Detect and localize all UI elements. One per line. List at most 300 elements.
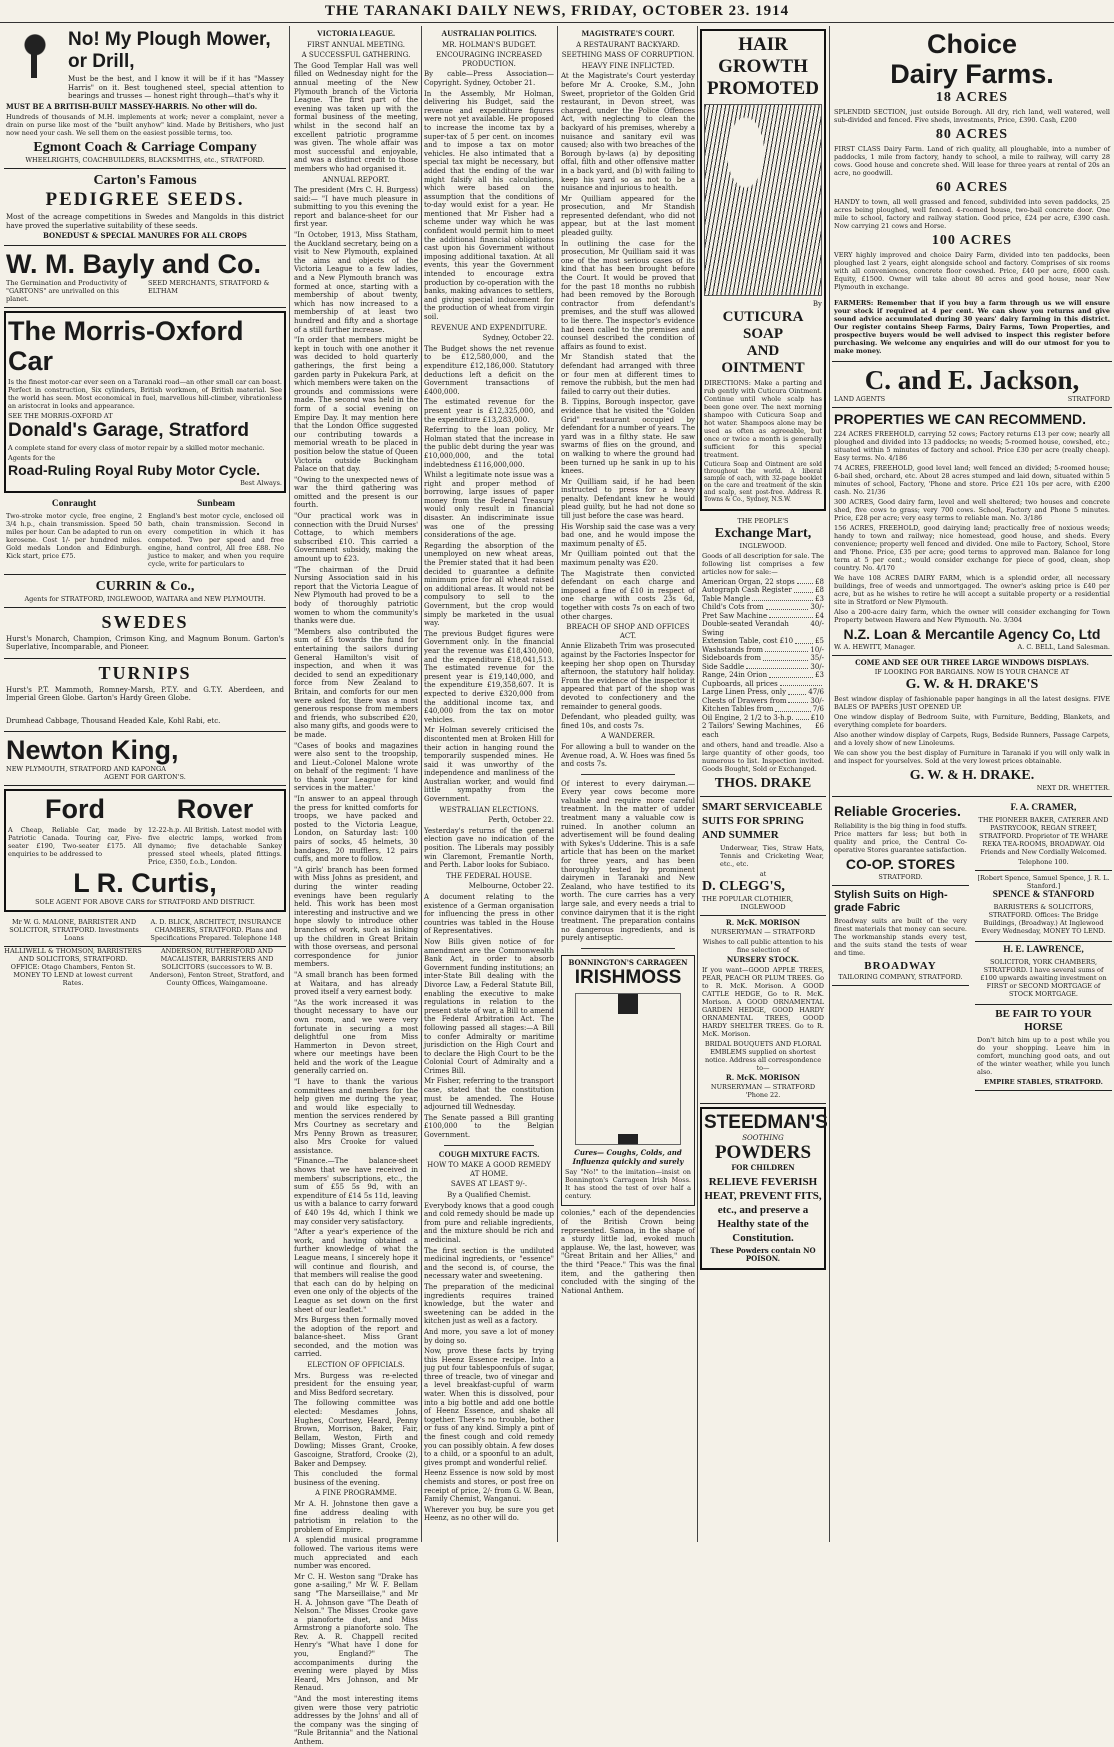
morison-footer-trade: NURSERYMAN — STRATFORD	[710, 1082, 816, 1091]
newton-agent: AGENT FOR GARTON'S.	[104, 773, 186, 781]
morris-ad	[4, 311, 286, 493]
drake-ad	[832, 656, 1112, 797]
australian-p1: In the Assembly, Mr Holman, delivering his Budget, said the revenue and expenditure figures were not yet available. He proposed to increase the income tax by a super-tax of 5 per cent. on incomes and to impose a tax on motor vehicles. He also intimated that a special tax might be necessary, but added that the ending of the war might falsify all his calculations, which were based on the assumption that the conditions of to-day would exist for a year. He mentioned that Mr Fisher had a scheme under way which he was confident would permit him to meet the additional financial obligations cast upon his Government without imposing additional taxation. At all events, this year the Government intended to encourage extra production by co-operation with the banks, making advances to settlers, and giving special inducement for the production of wheat from virgin soil.	[424, 89, 554, 321]
swedes-body: Hurst's Monarch, Champion, Crimson King, and Magnum Bonum. Garton's Superlative, Incomparable, and Pioneer.	[6, 634, 284, 651]
victoria-p12: "A small branch has been formed at Waitara, and has already proved itself a very earnest body.	[294, 970, 418, 997]
shop-title: BREACH OF SHOP AND OFFICES ACT.	[566, 623, 690, 640]
column-ads-left	[4, 26, 286, 1542]
morison-phone: 'Phone 22.	[745, 1090, 781, 1099]
magistrate-p6: Mr Quilliam said, if he had been instructed to press for a heavy penalty. Defendant knew he would plead guilty, but he had not done so till just before the case was heard.	[561, 477, 695, 521]
australian-p4: Referring to the loan policy, Mr Holman stated that the increase in the public debt during the year was £10,000,000, and the total indebtedness £116,000,000.	[424, 426, 554, 469]
australian-byline: By cable—Press Association—Copyright. Sydney, October 21.	[424, 70, 554, 87]
australian-p6: Regarding the absorption of the unemployed on new wheat areas, the Premier stated that it had been decided to guarantee a definite minimum price for all wheat raised on additional areas. It would not be compulsory to sell to the Government, but the crop would simply be marketed in the usual way.	[424, 541, 554, 628]
australian-sub1: MR. HOLMAN'S BUDGET.	[442, 40, 536, 49]
plough-footer: Hundreds of thousands of M.H. implements at work; never a complaint, never a drain on purse like most of the "built anyhow" kind. Made by Britishers, who just now need your cash. We sell them on the easiest possible terms, too.	[6, 113, 284, 137]
conraught-body: Two-stroke motor cycle, free engine, 2 3/4 h.p., chain transmission. Speed 50 miles per hour. Can be adapted to run on kerosene. Cost 1/- per hundred miles. Gold medals London and Edinburgh. Kick start, price £75.	[6, 511, 142, 560]
exchange-item-name: Table Mangle	[702, 594, 751, 603]
egmont-sub: WHEELRIGHTS, COACHBUILDERS, BLACKSMITHS, etc., STRATFORD.	[25, 156, 265, 164]
exchange-item	[702, 603, 824, 612]
exchange-item	[702, 586, 824, 595]
drake-body4: We can show you the best display of Furniture in Taranaki if you will only walk in and inspect for yourselves. Sold at the very lowest prices obtainable.	[834, 748, 1110, 765]
exchange-item	[702, 688, 824, 697]
cartons-headline: PEDIGREE SEEDS.	[45, 189, 245, 210]
victoria-p11: "A girls' branch has been formed with Miss Johns as president, and during the winter reading evenings have been regularly held. This work has been most interesting and instructive and we hope slowly to introduce other branches of work, such as linking up the children in Great Britain with those overseas, and personal correspondence for junior members.	[294, 865, 418, 969]
exchange-intro: Goods of all description for sale. The following list comprises a few articles now for sale:—	[702, 551, 824, 576]
hair-by: By	[812, 300, 822, 308]
property-listing: 300 ACRES, Good dairy farm, level and well sheltered; two houses and concrete shed, five cows to grass; very 700 cows. School, Factory and Phone 5 minutes. Price, £28 per acre; very easy terms to reliable man. No. 3/186	[834, 498, 1110, 522]
drake-top: COME AND SEE OUR THREE LARGE WINDOWS DISPLAYS.	[855, 658, 1089, 667]
victoria-p24: "And the most interesting items given were those very patriotic addresses by the Johns' and all of the company was the singing of "Rule Britannia" and the National Anthem.	[294, 1695, 418, 1746]
column-ads-right	[832, 26, 1112, 1542]
exchange-item	[702, 680, 824, 689]
turnips-body: Hurst's P.T. Mammoth, Romney-Marsh, P.T.Y. and G.T.Y. Aberdeen, and Imperial Green Globe. Garton's Hardy Green Globe.	[6, 685, 284, 702]
exchange-item	[702, 714, 824, 723]
dairy-title2: Dairy Farms.	[890, 59, 1054, 89]
magistrate-p8: Mr Quilliam pointed out that the maximum penalty was £20.	[561, 550, 695, 568]
exchange-item	[702, 671, 824, 680]
turnips-ad	[4, 659, 286, 733]
morison-trade: NURSERYMAN — STRATFORD	[710, 927, 816, 936]
australian-p12: Mr Fisher, referring to the transport case, stated that the constitution must be amended. The House adjourned till Wednesday.	[424, 1077, 554, 1112]
australian-p11: Now Bills given notice of for amendment are the Commonwealth Bank Act, in order to absorb Government funding institutions; an inter-State Bill dealing with the Divorce Law, a Federal Statute Bill, enabling the executive to make regulations in relation to the present state of war, a Bill to amend the Federal Arbitration Act. The following passed all stages:—A Bill to confer Admiralty or maritime jurisdiction on the High Court and to declare the High Court to be the Colonial Court of Admiralty and a Crimes Bill.	[424, 937, 554, 1075]
column-magistrate-court	[561, 26, 695, 1542]
farmer-figure-icon	[6, 29, 64, 101]
swedes-title: SWEDES	[101, 611, 189, 632]
clegg-name: D. CLEGG'S,	[702, 879, 785, 894]
exchange-item	[702, 654, 824, 663]
cough-p3: The preparation of the medicinal ingredients requires trained knowledge, but the water and sweetening can be added in the kitchen just as well as a factory.	[424, 1282, 554, 1326]
column-rule	[829, 26, 830, 1542]
exchange-item-price: 7/6	[812, 705, 824, 713]
lawrence-name: H. E. LAWRENCE,	[1003, 944, 1084, 955]
drake-footer: G. W. & H. DRAKE.	[909, 767, 1035, 783]
exchange-item-name: Extension Table, cost £10	[702, 637, 794, 645]
magistrate-p2: Mr Quilliam appeared for the prosecution, and Mr Standish represented defendant, who did not appear, but at the last moment pleaded guilty.	[561, 194, 695, 238]
victoria-p23: Mr C. H. Weston sang "Drake has gone a-sailing," Mr W. F. Bellam sang "The Marseillaise," and Mr H. A. Johnson gave "The Death of Nelson." The Misses Crooke gave a pianoforte duet, and Miss Armstrong a pianoforte solo. The Rev. A. R. Chappell recited Henry's "What have I done for you, England?" The accompaniments during the evening were played by Miss Heard, Mrs Johnson, and Mr Renaud.	[294, 1572, 418, 1693]
spence-names: [Robert Spence, Samuel Spence, J. R. L. Stanford.]	[977, 873, 1110, 890]
farm-description: FIRST CLASS Dairy Farm. Land of rich quality, all ploughable, into a number of paddocks, 1 mile from factory, handy to school, a mile to railway, will carry 28 cows. Good house and concrete shed. Will lease for three years at rental of 20s an acre, no goodwill.	[834, 145, 1110, 177]
exchange-item	[702, 646, 824, 655]
bayly-right: SEED MERCHANTS, STRATFORD & ELTHAM	[148, 278, 270, 295]
choice-dairy-ad	[832, 26, 1112, 362]
victoria-p9: "Cases of books and magazines were also sent to the troopship, and Lieut.-Colonel Malone wrote on behalf of the regiment: 'I have to thank your League for kind services in the matter.'	[294, 741, 418, 793]
grocery-store: CO-OP. STORES	[845, 855, 956, 872]
cuticura-brand1: CUTICURA SOAP	[722, 308, 804, 342]
curtis-name: L R. Curtis,	[73, 868, 217, 898]
column-rule	[289, 26, 290, 1542]
exchange-item-name: 2 Tailors' Sewing Machines, each	[702, 722, 802, 739]
suits-title: Stylish Suits on High-grade Fabric	[834, 888, 948, 914]
exchange-item-name: American Organ, 22 stops	[702, 577, 795, 586]
dairy-title1: Choice	[926, 29, 1018, 59]
magistrate-p12: For allowing a bull to wander on the Avenue road, A. W. Hoes was fined 5s and costs 7s.	[561, 742, 695, 769]
property-listing: Also a 200-acre dairy farm, which the owner will consider exchanging for Town Property between Hawera and New Plymouth. No. 3/304	[834, 608, 1110, 624]
cards-top	[4, 915, 286, 947]
cough-p6: Heenz Essence is now sold by most chemists and stores, or post free on receipt of price, 2/- from G. W. Bean, Family Chemist, Wanganui.	[424, 1469, 554, 1504]
plough-must: MUST BE A BRITISH-BUILT MASSEY-HARRIS. No other will do.	[6, 101, 258, 111]
steedman-poison: These Powders contain NO POISON.	[710, 1245, 816, 1263]
magistrate-title: MAGISTRATE'S COURT.	[581, 29, 675, 38]
divider	[444, 1145, 534, 1146]
magistrate-sub1: A RESTAURANT BACKYARD.	[576, 40, 680, 49]
column-rule	[421, 26, 422, 1542]
lawrence-ad	[975, 942, 1112, 1005]
exchange-item-name: Cupboards, all prices	[702, 679, 778, 688]
farms-list	[834, 89, 1110, 291]
magistrate-p11: Defendant, who pleaded guilty, was fined 10s, and costs 7s.	[561, 713, 695, 730]
leader-dots	[766, 603, 809, 610]
currin-name: CURRIN & Co.,	[95, 578, 195, 594]
victoria-p5: "Owing to the unexpected news of war the third gathering was omitted and the present is our fourth.	[294, 475, 418, 510]
bottom-right-grid	[832, 800, 1112, 1091]
fair-horse-ad	[975, 1005, 1112, 1091]
bottom-right-left	[832, 800, 969, 1091]
byline-3: Perth, October 22.	[488, 816, 554, 825]
exchange-item	[702, 620, 824, 637]
drake-name: G. W. & H. DRAKE'S	[905, 676, 1039, 692]
jackson-left: LAND AGENTS	[834, 395, 886, 403]
westralian-title: WESTRALIAN ELECTIONS.	[439, 805, 539, 814]
exchange-item	[702, 595, 824, 604]
cough-p5: Now, prove these facts by trying this Heenz Essence recipe. Into a jug put four tablespoonfuls of sugar, three of treacle, two of vinegar and a level breakfast-cupful of warm water. When this is dissolved, pour into a big bottle and add one bottle of Heenz Essence, and shake all together. There's no trouble, bother or fuss of any kind. Simply a pint of the finest cough and cold remedy you can possibly obtain. A few doses to a child, or a spoonful to an adult, gives prompt and wonderful relief.	[424, 1347, 554, 1467]
exchange-the: THE PEOPLE'S	[737, 516, 789, 525]
grocery-body: Reliability is the big thing in food stuffs. Price matters far less; but both in quality and price, the Central Co-operative Stores guarantee satisfaction.	[834, 821, 967, 854]
magistrate-sub2: SEETHING MASS OF CORRUPTION.	[561, 51, 695, 60]
fair-title: BE FAIR TO YOUR HORSE	[995, 1007, 1092, 1033]
cartons-title: Carton's Famous	[93, 173, 197, 188]
property-listing: We have 108 ACRES DAIRY FARM, which is a splendid order, all necessary buildings, free of weeds and unmortgaged. The owner's asking price is £40 per acre, but as he wishes to retire he will accept a suitable property or a residential site in Stratford or New Plymouth.	[834, 574, 1110, 606]
malone-card: Mr W. G. MALONE, BARRISTER AND SOLICITOR, STRATFORD. Investments Loans	[9, 918, 139, 942]
drake-sub: IF LOOKING FOR BARGAINS. NOW IS YOUR CHANCE AT	[874, 667, 1070, 676]
ford-title: Ford	[45, 794, 105, 824]
exchange-item-name: Child's Cots from	[702, 603, 764, 611]
annual-report-title: ANNUAL REPORT.	[322, 175, 390, 184]
best-always: Best Always.	[240, 478, 282, 487]
clegg-ad	[700, 797, 826, 916]
lawrence-body: SOLICITOR, YORK CHAMBERS, STRATFORD. I have several sums of £100 upwards awaiting investment on FIRST or SECOND MORTGAGE of STOCK MORTGAGE.	[980, 957, 1107, 998]
exchange-item-price: 47/6	[808, 688, 824, 696]
exchange-item-name: Oil Engine, 2 1/2 to 3-h.p.	[702, 713, 794, 722]
bikes-ad	[4, 496, 286, 575]
grocery-title: Reliable Groceries.	[834, 802, 961, 819]
newton-name: Newton King,	[6, 735, 179, 765]
suits-ad	[832, 886, 969, 986]
leader-dots	[780, 680, 822, 687]
swedes-ad	[4, 608, 286, 659]
cramer-name: F. A. CRAMER,	[1010, 802, 1077, 813]
morison-stock: NURSERY STOCK.	[726, 954, 800, 964]
steedman-name: STEEDMAN'S	[704, 1111, 828, 1133]
steedman-soothing: SOOTHING	[742, 1133, 784, 1142]
cuticura-brand2: AND OINTMENT	[721, 342, 805, 376]
australian-p10: A document relating to the existence of a German organisation for influencing the press in other countries was tabled in the House of Representatives.	[424, 893, 554, 936]
farm-description: HANDY to town, all well grassed and fenced, subdivided into seven paddocks, 25 acres being ploughed, well fenced. 4-roomed house, two-bail concrete door. One mile to school, factory and railway station. Good price, £24 per acre, £390 cash. Now carrying 21 cows and Horse.	[834, 198, 1110, 230]
australian-p3: The estimated revenue for the present year is £12,325,000, and the expenditure £13,283,000.	[424, 398, 554, 424]
donalds-garage: Donald's Garage, Stratford	[8, 419, 250, 441]
exchange-item-price: 30/-	[810, 662, 824, 671]
leader-dots	[763, 654, 808, 661]
morison-bridal: BRIDAL BOUQUETS AND FLORAL EMBLEMS supplied on shortest notice. Address all correspondence to—	[704, 1040, 822, 1072]
exchange-item-name: Side Saddle	[702, 662, 745, 671]
victoria-p16: "After a year's experience of the work, and having obtained a further knowledge of what the League means, I sincerely hope it will continue and flourish, and that members will realise the good that each can do by helping on even one only of the objects of the League as set down on the first sheet of our leaflet."	[294, 1228, 418, 1314]
australian-sub2: ENCOURAGING INCREASED PRODUCTION.	[435, 51, 543, 68]
wanderer-title: A WANDERER.	[601, 732, 655, 741]
magistrate-bottom: colonies," each of the dependencies of the British Crown being represented. Samoa, in the shape of a sturdy little lad, evoked much applause. We, the last, however, was "Great Britain and her Allies," and the third "Peace." This was the final item, and the gathering then concluded with the singing of the National Anthem.	[561, 1209, 695, 1295]
grocery-place: STRATFORD.	[878, 872, 923, 881]
currin-ad	[4, 575, 286, 608]
clegg-sub: THE POPULAR CLOTHIER,	[702, 895, 794, 903]
spence-body: BARRISTERS & SOLICITORS, STRATFORD. Offices: The Bridge Buildings, (Broadway.) At Inglewood Every Wednesday, MONEY TO LEND.	[981, 902, 1106, 935]
victoria-p2: The president (Mrs C. H. Burgess) said:— "I have much pleasure in submitting to you this evening the report and balance-sheet for our first year.	[294, 186, 418, 229]
exchange-item-name: Large Linen Press, only	[702, 688, 787, 696]
exchange-item-price: £3	[815, 671, 824, 679]
bottom-right-right	[975, 800, 1112, 1091]
nz-loan-salesman: A. C. BELL, Land Salesman.	[1017, 643, 1110, 651]
exchange-item-price: £8	[815, 586, 824, 594]
blick-card: A. D. BLICK, ARCHITECT, INSURANCE CHAMBERS, STRATFORD. Plans and Specifications Prepared. Telephone 148	[150, 918, 282, 942]
sunbeam-title: Sunbeam	[196, 498, 235, 509]
divider	[581, 774, 675, 775]
cough-title: COUGH MIXTURE FACTS.	[438, 1149, 540, 1159]
officers-title: ELECTION OF OFFICIALS.	[307, 1361, 405, 1370]
currin-sub: Agents for STRATFORD, INGLEWOOD, WAITARA and NEW PLYMOUTH.	[24, 594, 266, 603]
hair-title1: HAIR GROWTH	[718, 34, 808, 77]
exchange-item-name: Washstands from	[702, 645, 764, 654]
properties-title: PROPERTIES WE CAN RECOMMEND.	[834, 411, 1087, 427]
victoria-title: VICTORIA LEAGUE.	[316, 29, 396, 38]
exchange-item-name: Chests of Drawers from	[702, 696, 787, 705]
nz-loan-manager: W. A. HEWITT, Manager.	[834, 643, 916, 651]
leader-dots	[775, 705, 810, 712]
morison-body: Wishes to call public attention to his fine selection of	[702, 937, 824, 954]
farmers-note: FARMERS: Remember that if you buy a farm through us we will ensure your stock if required at 4 per cent. We can show you returns and give sound advice accumulated during 30 years' dairy farming in this district. Our register contains Sheep Farms, Dairy Farms, Town Properties, and prospective buyers would be well advised to inspect this register before purchasing. We welcome any enquiries and will do our utmost for you to make money.	[834, 299, 1110, 355]
victoria-p14: "I have to thank the various committees and members for the help given me during the year, and would like especially to mention the services rendered by Mrs Courtney as secretary and Mrs Penny Brown as treasurer, also Mrs Crooke for valued assistance.	[294, 1078, 418, 1155]
morris-see: SEE THE MORRIS-OXFORD AT	[8, 411, 113, 420]
clegg-at: at	[759, 870, 767, 878]
dairy-note: Of interest to every dairyman.—Every year cows become more valuable and require more careful treatment. In the matter of udder treatment many a valuable cow is ruined. In another column an advertisement will be found dealing with Sykes's Udderine. This is a safe article that has been on the market for three years, and has been thoroughly tested by prominent dairymen in Taranaki and New Zealand, who have testified to its worth. The cure carries has a very large sale, and every needs a trial to convince dairymen that it is the right treatment. The preparation contains no dangerous ingredients, and is purely antiseptic.	[561, 779, 695, 943]
exchange-item-price: £3	[815, 594, 824, 603]
cough-sub1: HOW TO MAKE A GOOD REMEDY AT HOME.	[427, 1161, 551, 1178]
victoria-p22: A splendid musical programme followed. The various items were much appreciated and each number was encored.	[294, 1536, 418, 1571]
exchange-item-name: Autograph Cash Register	[702, 586, 792, 594]
morison-name: R. McK. MORISON	[725, 918, 801, 927]
victoria-p4: "In order that members might be kept in touch with one another it was decided to hold quarterly gatherings, the first being a garden party in Pukekura Park, at which members were taken on the grounds and commissions were made. The second was held in the form of a social evening on Empire Day. It may mention here that the London Office suggested our contributing towards a memorial wreath to be placed in position below the statue of Queen Victoria outside Buckingham Palace on that day.	[294, 336, 418, 474]
drake-next: NEXT DR. WHETTER.	[1036, 783, 1110, 792]
morison-trees: If you want—GOOD APPLE TREES, PEAR, PEACH OR PLUM TREES. Go to R. McK. Morison. A GOOD CATTLE HEDGE, Go to R. McK. Morison. A GOOD ORNAMENTAL GARDEN HEDGE, GOOD HARDY ORNAMENTAL TREES, GOOD HARDY SHELTER TREES. Go to R. McK. Morison.	[702, 966, 824, 1038]
farm-description: VERY highly improved and choice Dairy Farm, divided into ten paddocks, been ploughed last 2 years, eight alongside school and factory. Comprises of six rooms with all conveniences, concrete floor cowshed. Price, £40 per acre, £600 cash. Equity, £1500. Owner will take about 80 acres and good house, near New Plymouth in exchange.	[834, 251, 1110, 291]
broadway-name: BROADWAY	[864, 959, 937, 972]
properties-list	[834, 430, 1110, 624]
jackson-ad	[832, 362, 1112, 408]
morison-footer-name: R. McK. MORISON	[725, 1073, 801, 1082]
leader-dots	[794, 586, 813, 593]
clegg-title: SMART SERVICEABLE SUITS FOR SPRING AND SUMMER	[702, 801, 823, 841]
magistrate-p5: B. Tippins, Borough inspector, gave evidence that he visited the "Golden Grid" restaurant occupied by defendant for a number of years. The yard was in a filthy state. He saw swarms of flies on the ground, and on walking to where the ground had been turned up he sank in up to his knees.	[561, 398, 695, 476]
byline-4: Melbourne, October 22.	[468, 882, 554, 891]
clegg-place: INGLEWOOD	[740, 903, 786, 911]
steedman-relieve: RELIEVE FEVERISH HEAT, PREVENT FITS, etc., and preserve a Healthy state of the Constitution.	[704, 1175, 822, 1244]
leader-dots	[769, 612, 813, 619]
plough-body: Must be the best, and I know it will be if it has "Massey Harris" on it. Best toughened steel, special attention to bearings and trusses — honest right through—that's why it	[68, 75, 284, 100]
cough-p2: The first section is the undiluted medicinal ingredients, or "essence" and the second is, of course, the necessary water and sweetening.	[424, 1246, 554, 1281]
agents-for: Agents for the	[8, 453, 56, 462]
steedman-powders: POWDERS	[714, 1142, 812, 1163]
exchange-item	[702, 578, 824, 587]
victoria-p15: "Finance.—The balance-sheet shows that we have received in members' subscriptions, etc., the sum of £55 5s 9d, with an expenditure of £14 5s 11d, leaving us with a balance to carry forward of £40 19s 4d, which I think we may consider very satisfactory.	[294, 1157, 418, 1226]
turnips-other: Drumhead Cabbage, Thousand Headed Kale, Kohl Rabi, etc.	[6, 716, 221, 725]
bayly-name: W. M. Bayly and Co.	[6, 248, 262, 279]
jackson-name: C. and E. Jackson,	[864, 365, 1080, 395]
steedman-ad	[700, 1107, 826, 1270]
farm-acres: 60 ACRES	[935, 180, 1009, 195]
exchange-outro: and others, hand and treadle. Also a large quantity of other goods, too numerous to list. Inspection invited. Goods Bought, Sold or Exchanged.	[702, 741, 824, 773]
exchange-item-price: £6	[815, 722, 824, 730]
cough-p7: Wherever you buy, be sure you get Heenz, as no other will do.	[424, 1505, 554, 1523]
exchange-owner: THOS. DRAKE	[714, 776, 812, 791]
exchange-place: INGLEWOOD.	[739, 541, 787, 550]
broadway-tailoring: TAILORING COMPANY, STRATFORD.	[838, 972, 963, 981]
australian-title: AUSTRALIAN POLITICS.	[441, 29, 537, 38]
fair-body: Don't hitch him up to a post while you do your shopping. Leave him in comfort, munching good oats, and out of the winter weather, while you lunch also.	[977, 1035, 1110, 1076]
property-listing: 224 ACRES FREEHOLD, carrying 52 cows; Factory returns £13 per cow; nearly all ploughed and divided into 13 paddocks; no weeds; 5-roomed house, cowshed, etc.; situated within 5 minutes of factory and school. Price £30 per acre (really cheap). Easy terms. No. 4/186	[834, 430, 1110, 462]
exchange-list	[702, 578, 824, 740]
exchange-item	[702, 705, 824, 714]
exchange-item	[702, 637, 824, 646]
hair-title2: PROMOTED	[707, 78, 819, 99]
royal-ruby: Road-Ruling Royal Ruby Motor Cycle.	[8, 461, 261, 478]
australian-p8: Mr Holman severely criticised the discontented men at Broken Hill for their action in hanging round the temporarily suspended mines. He said it was unworthy of the independence and manliness of the Australian worker, and would find little sympathy from the Government.	[424, 726, 554, 804]
cough-p1: Everybody knows that a good cough and cold remedy should be made up from pure and reliable ingredients, and the mixture should be rich and medicinal.	[424, 1201, 554, 1244]
victoria-p17: Mrs Burgess then formally moved the adoption of the report and balance-sheet. Miss Grant seconded, and the motion was carried.	[294, 1316, 418, 1359]
magistrate-sub3: HEAVY FINE INFLICTED.	[581, 61, 675, 70]
leader-dots	[788, 688, 806, 695]
cuticura-body: DIRECTIONS: Make a parting and rub gently with Cuticura Ointment. Continue until whole scalp has been gone over. The next morning shampoo with Cuticura Soap and hot water. Shampoos alone may be used as often as agreeable, but once or twice a month is generally sufficient for this special treatment.	[704, 378, 822, 459]
steedman-for: FOR CHILDREN	[731, 1163, 795, 1172]
nz-loan-company: N.Z. Loan & Mercantile Agency Co, Ltd	[843, 626, 1101, 642]
conraught-title: Conraught	[51, 498, 97, 509]
magistrate-p3: In outlining the case for the prosecution, Mr Quilliam said it was one of the most serious cases of its kind that has been brought before the Court. It would be proved that for the past 18 months no rubbish had been removed by the Borough contractor from defendant's premises, and the stuff was allowed to lie there. The inspector's evidence had been called to the premises and counsel described the condition of affairs as found to exist.	[561, 239, 695, 351]
farm-acres: 18 ACRES	[935, 90, 1009, 105]
exchange-item-name: Pret Saw Machine	[702, 611, 768, 620]
cramer-body: THE PIONEER BAKER, CATERER AND PASTRYCOOK, REGAN STREET, STRATFORD. Proprietor of TE WHARE REKA TEA-ROOMS, BROADWAY. Old Friends and New Cordially Welcomed.	[978, 815, 1109, 856]
plough-ad	[4, 26, 286, 169]
halliwell-card: HALLIWELL & THOMSON, BARRISTERS AND SOLICITORS, STRATFORD. OFFICE: Otago Chambers, Fenton St. MONEY TO LEND at lowest current Rates.	[4, 947, 142, 987]
leader-dots	[746, 663, 808, 670]
property-listing: 74 ACRES, FREEHOLD, good level land; well fenced an divided; 5-roomed house; 6-bail shed, orchard, etc. About 28 acres stumped and laid down, situated within 5 minutes of school, Factory, 'Phone and store. Price £21 10s per acre, with £200 cash. No. 21/36	[834, 464, 1110, 496]
drake-body1: Best window display of fashionable paper hangings in all the latest designs. FIVE BALES OF PAPERS JUST OPENED UP.	[834, 694, 1110, 711]
leader-dots	[765, 646, 808, 653]
victoria-sub2: A SUCCESSFUL GATHERING.	[301, 51, 411, 60]
egmont-company: Egmont Coach & Carriage Company	[33, 140, 257, 155]
programme-title: A FINE PROGRAMME.	[315, 1489, 397, 1498]
rover-title: Rover	[176, 794, 254, 824]
column-rule	[697, 26, 698, 1542]
leader-dots	[796, 714, 809, 721]
cartons-footer: BONEDUST & SPECIAL MANURES FOR ALL CROPS	[43, 231, 247, 240]
exchange-item-price: £10	[810, 713, 824, 722]
ford-rover-ad	[4, 789, 286, 912]
newton-places: NEW PLYMOUTH, STRATFORD AND KAPONGA	[6, 765, 166, 773]
exchange-item-price: 30/-	[810, 696, 824, 705]
turnips-title: TURNIPS	[98, 662, 192, 683]
cramer-ad	[975, 800, 1112, 871]
cards-bottom	[4, 947, 286, 987]
leader-dots	[788, 697, 808, 704]
victoria-p13: "As the work increased it was thought necessary to have our own room, and we were very fortunate in securing a most delightful one from Miss Hammerton in Devon street, where our meetings have been held and the work of the League generally carried on.	[294, 998, 418, 1076]
irishmoss-say: Say "No!" to the imitation—insist on Bonnington's Carrageen Irish Moss. It has stood the test of over half a century.	[565, 1168, 691, 1201]
ford-body: A Cheap, Reliable Car, made by Patriotic Canada. Touring car, Five-seater £190, Two-seater £175. All enquiries to be addressed to	[8, 826, 142, 858]
exchange-item-price: 30/-	[810, 603, 824, 611]
bayly-ad	[4, 246, 286, 308]
jackson-right: STRATFORD	[1067, 395, 1110, 403]
magistrate-p4: Mr Standish stated that the defendant had arranged with three or four men at different times to remove the rubbish, but the men had failed to carry out their duties.	[561, 353, 695, 396]
australian-p13: The Senate passed a Bill granting £100,000 to the Belgian Government.	[424, 1113, 554, 1140]
magistrate-p7: His Worship said the case was a very bad one, and he would impose the maximum penalty of £5.	[561, 522, 695, 548]
spence-firm: SPENCE & STANFORD	[992, 889, 1095, 900]
properties-ad	[832, 408, 1112, 656]
exchange-item-price: £5	[815, 637, 824, 645]
cartons-ad	[4, 169, 286, 246]
cough-p4: And more, you save a lot of money by doing so.	[424, 1327, 554, 1345]
plough-title: No! My Plough Mower, or Drill,	[68, 29, 271, 72]
leader-dots	[752, 595, 813, 602]
victoria-p10: "In answer to an appeal through the press for knitted comforts for troops, we have packed and posted to the Victoria League, London, on Saturday last: 100 pairs of socks, 45 helmets, 30 bandages, 20 mufflers, 12 pairs cuffs, and more to follow.	[294, 795, 418, 864]
exchange-item-name: Double-seated Verandah Swing	[702, 620, 789, 637]
suits-body: Broadway suits are built of the very finest materials that money can secure. The workmanship stands every test, and the suits stand the tests of wear and time.	[834, 916, 967, 957]
federal-title: THE FEDERAL HOUSE.	[446, 871, 532, 880]
spence-ad	[975, 871, 1112, 942]
masthead: THE TARANAKI DAILY NEWS, FRIDAY, OCTOBER 23. 1914	[0, 0, 1114, 23]
victoria-p1: The Good Templar Hall was well filled on Wednesday night for the annual meeting of the New Plymouth branch of the Victoria League. The first part of the evening was taken up with the formal business of the meeting, whilst in the second half an excellent patriotic programme was given. The whole affair was most successful and enjoyable, and was a distinct credit to those members who had organised it.	[294, 61, 418, 173]
divider	[581, 948, 675, 949]
column-australian-politics	[424, 26, 554, 1542]
morris-title: The Morris-Oxford Car	[8, 315, 244, 376]
victoria-p6: "Our practical work was in connection with the Druid Nurses' Cottage, to which members subscribed £10. This carried a Government subsidy, making the amount up to £23.	[294, 512, 418, 564]
farm-description: SPLENDID SECTION, just outside Borough. All dry, rich land, well watered, well sub-divided and fenced. Five sheds, investments, Price, £390. Cash, £200	[834, 108, 1110, 124]
exchange-item	[702, 697, 824, 706]
magistrate-p10: Annie Elizabeth Trim was prosecuted against by the Factories Inspector for keeping her shop open on Thursday afternoon, the statutory half holiday. From the evidence of the inspector it appeared that part of the shop was devoted to confectionery and the remainder to general goods.	[561, 642, 695, 711]
cough-by: By a Qualified Chemist.	[447, 1191, 531, 1199]
anderson-card: ANDERSON, RUTHERFORD AND MACALISTER, BARRISTERS AND SOLICITORS (successors to W. B. Anderson), Fenton Street, Stratford, and County Offices, Waingamoane.	[149, 947, 285, 987]
exchange-item-name: Kitchen Tables from	[702, 705, 774, 713]
irishmoss-label: BONNINGTON'S CARRAGEEN	[568, 957, 688, 967]
cartons-body: Most of the acreage competitions in Swedes and Mangolds in this district have proved the superlative suitability of these seeds.	[6, 213, 284, 230]
irishmoss-ad	[561, 955, 695, 1207]
leader-dots	[797, 578, 813, 585]
australian-p7: The previous Budget figures were Government only. In the financial year the revenue was £18,430,000, and the expenditure £18,041,513. The estimated revenue for the present year is £19,140,000, and the expenditure £19,358,607. It is expected to derive £320,000 from the additional income tax, and £40,000 from the tax on motor vehicles.	[424, 629, 554, 724]
drake-body3: Also another window display of Carpets, Rugs, Bedside Runners, Passage Carpets, and a lovely show of new Linoleums.	[834, 730, 1110, 747]
leader-dots	[795, 637, 813, 644]
exchange-item-price: £8	[815, 577, 824, 586]
exchange-item-price: 10/-	[810, 645, 824, 654]
garage-sub: A complete stand for every class of motor repair by a skilled motor mechanic.	[8, 443, 265, 452]
magistrate-p9: The Magistrate then convicted defendant on each charge and imposed a fine of £10 in respect of one charge with costs 23s 6d, together with costs 7s on each of two other charges.	[561, 569, 695, 621]
irishmoss-brand: IRISHMOSS	[574, 967, 682, 989]
cough-sub2: SAVES AT LEAST 9/-.	[450, 1180, 528, 1189]
exchange-item	[702, 722, 824, 739]
column-rule	[557, 26, 558, 1542]
victoria-sub1: FIRST ANNUAL MEETING.	[306, 40, 405, 49]
grocery-ad	[832, 800, 969, 886]
property-listing: 156 ACRES, FREEHOLD, good dairying land; practically free of noxious weeds; handy to town and railway; nice homestead, good house, and sheds. Every convenience; property well fenced and divided. One mile to Factory, School, Store and 'Phone. Price, £35 per acre; good terms to approved man. Balance for long term at 5 per cent.; would consider exchange for piece of good, clean, shop country. No. 4/170	[834, 524, 1110, 572]
victoria-p21: Mr A. H. Johnstone then gave a fine address dealing with patriotism in relation to the problem of Empire.	[294, 1499, 418, 1534]
victoria-p19: The following committee was elected: Mesdames Johns, Hughes, Courtney, Heard, Penny Brown, Morrison, Baker, Fair, Bellam, Weston, Firth and Dowling; Misses Grant, Crooke, Gascoigne, Stratford, Crooke (2), Baker and Dempsey.	[294, 1399, 418, 1468]
leader-dots	[769, 671, 813, 678]
exchange-item-name: Range, 24in Orion	[702, 671, 768, 679]
exchange-item-price: 35/-	[810, 654, 824, 662]
farm-acres: 100 ACRES	[931, 233, 1013, 248]
victoria-p7: "The chairman of the Druid Nursing Association said in his report that the Victoria League of New Plymouth had proved to be a body of thoroughly patriotic women to whom the community's thanks were due.	[294, 565, 418, 626]
